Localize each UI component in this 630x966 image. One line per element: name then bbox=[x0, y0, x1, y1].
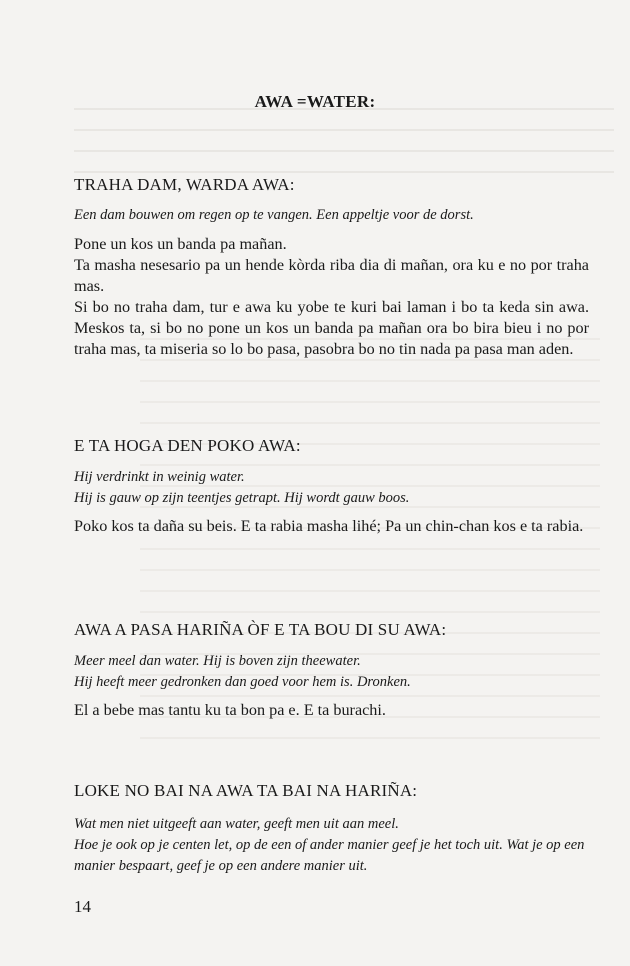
papiamentu-text bbox=[74, 516, 589, 537]
section-heading: E TA HOGA DEN POKO AWA: bbox=[74, 436, 301, 455]
dutch-line: Meer meel dan water. Hij is boven zijn theewater. bbox=[74, 653, 361, 669]
dutch-line: Hij verdrinkt in weinig water. bbox=[74, 469, 245, 485]
section-heading: AWA A PASA HARIÑA ÒF E TA BOU DI SU AWA: bbox=[74, 620, 447, 639]
dutch-translation bbox=[74, 651, 594, 693]
paragraph: Pone un kos un banda pa mañan. bbox=[74, 235, 287, 253]
dutch-translation bbox=[74, 814, 594, 877]
paragraph: Si bo no traha dam, tur e awa ku yobe te kuri bai laman i bo ta keda sin awa. Meskos ta, si bo no pone un kos un banda pa mañan ora bo bira bieu i no por traha mas, ta miseria so lo bo pasa, pasobra bo no tin nada pa pasa man aden. bbox=[74, 298, 589, 358]
dutch-line: Hoe je ook op je centen let, op de een of ander manier geef je het toch uit. Wat je op een manier bespaart, geef je op een andere manier uit. bbox=[74, 837, 585, 874]
section-heading: TRAHA DAM, WARDA AWA: bbox=[74, 175, 295, 194]
show-through-texture bbox=[74, 100, 614, 180]
paragraph: Poko kos ta daña su beis. E ta rabia masha lihé; Pa un chin-chan kos e ta rabia. bbox=[74, 517, 584, 535]
paragraph: El a bebe mas tantu ku ta bon pa e. E ta burachi. bbox=[74, 701, 386, 719]
papiamentu-text bbox=[74, 700, 589, 721]
dutch-line: Hij heeft meer gedronken dan goed voor hem is. Dronken. bbox=[74, 674, 411, 690]
dutch-translation bbox=[74, 205, 594, 226]
section-heading: LOKE NO BAI NA AWA TA BAI NA HARIÑA: bbox=[74, 781, 418, 800]
page-number: 14 bbox=[74, 897, 91, 916]
dutch-line: Een dam bouwen om regen op te vangen. Een appeltje voor de dorst. bbox=[74, 207, 474, 223]
page-title: AWA =WATER: bbox=[254, 92, 376, 111]
dutch-line: Hij is gauw op zijn teentjes getrapt. Hij wordt gauw boos. bbox=[74, 490, 410, 506]
dutch-translation bbox=[74, 467, 594, 509]
dutch-line: Wat men niet uitgeeft aan water, geeft men uit aan meel. bbox=[74, 816, 399, 832]
papiamentu-text bbox=[74, 234, 589, 360]
paragraph: Ta masha nesesario pa un hende kòrda riba dia di mañan, ora ku e no por traha mas. bbox=[74, 256, 589, 295]
